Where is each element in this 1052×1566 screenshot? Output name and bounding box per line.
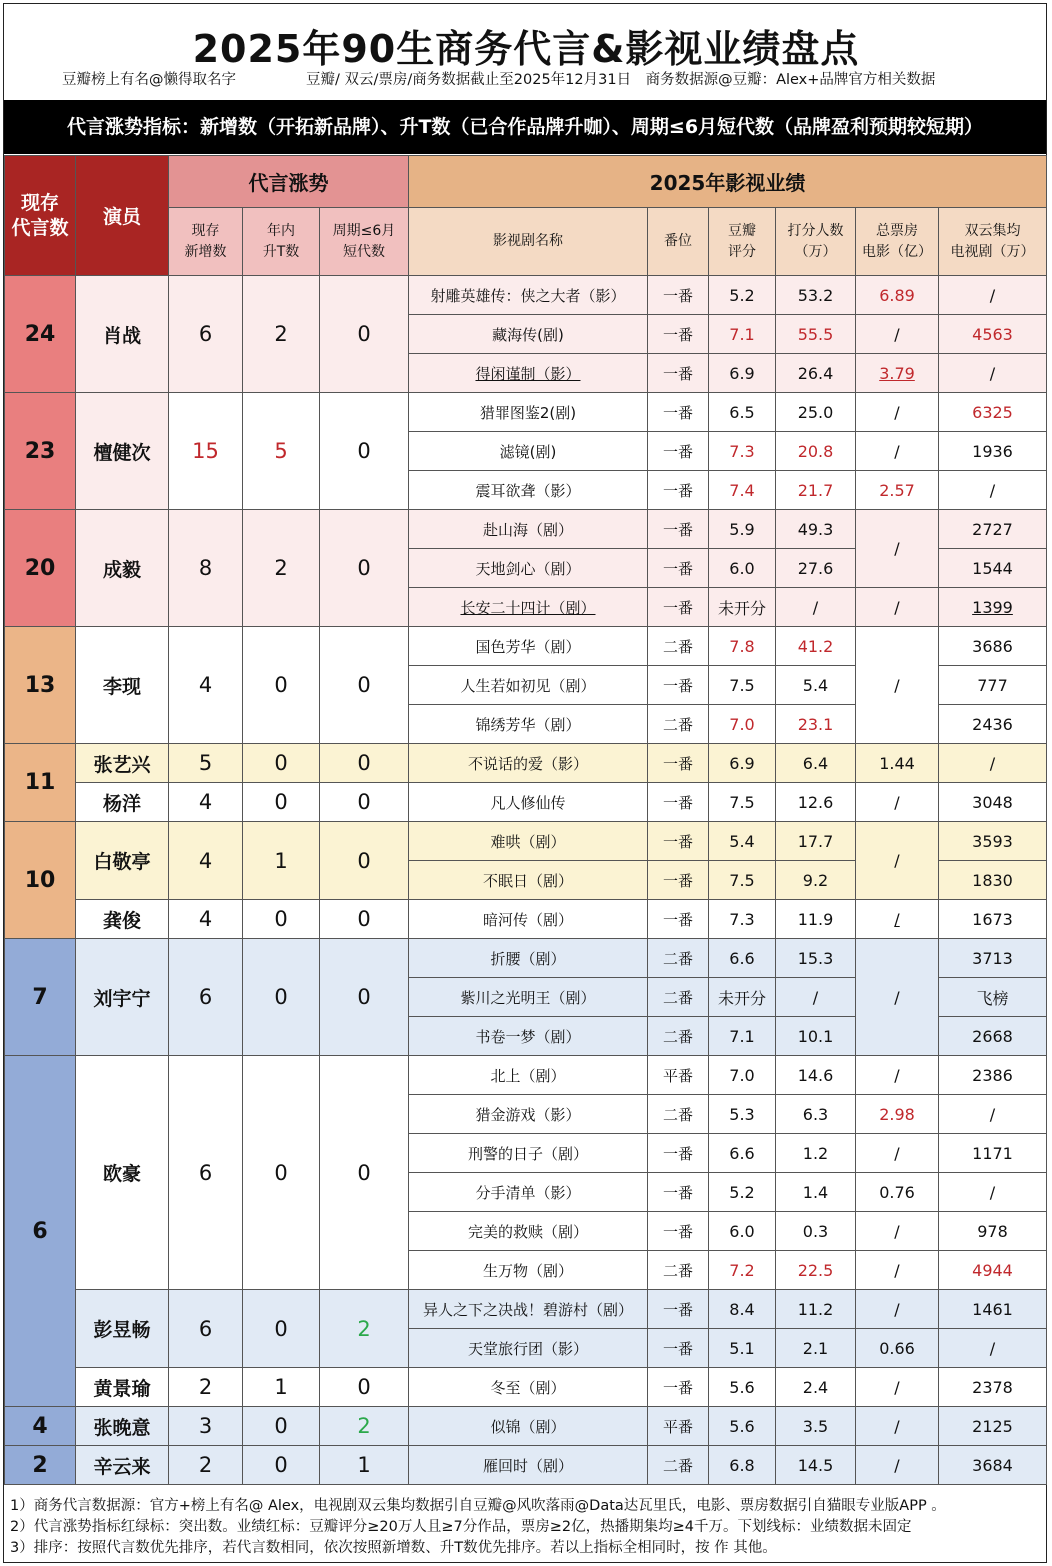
douban-score: 7.5	[709, 666, 776, 705]
endorsement-count: 13	[5, 627, 76, 744]
work-title: 天地剑心（剧）	[409, 549, 648, 588]
douban-score: 6.6	[709, 1134, 776, 1173]
douban-score: 7.4	[709, 471, 776, 510]
actor-name: 肖战	[76, 276, 169, 393]
douban-score: 6.6	[709, 939, 776, 978]
actor-name: 成毅	[76, 510, 169, 627]
raters: 2.1	[776, 1329, 856, 1368]
shuangyun: 1673	[939, 900, 1047, 939]
shuangyun: /	[939, 1173, 1047, 1212]
raters: /	[776, 588, 856, 627]
billing: 一番	[648, 393, 709, 432]
shuangyun: 3686	[939, 627, 1047, 666]
endorsement-count: 11	[5, 744, 76, 822]
shuangyun: 3048	[939, 783, 1047, 822]
raters: 11.9	[776, 900, 856, 939]
upgrade-count: 0	[243, 1290, 320, 1368]
box-office: 1.44	[856, 744, 939, 783]
shuangyun: /	[939, 276, 1047, 315]
shuangyun: 1544	[939, 549, 1047, 588]
short-count: 0	[320, 510, 409, 627]
box-office: /	[856, 1134, 939, 1173]
shuangyun: 1936	[939, 432, 1047, 471]
billing: 一番	[648, 900, 709, 939]
header-douban: 豆瓣 评分	[709, 208, 776, 276]
box-office: /	[856, 393, 939, 432]
actor-name: 檀健次	[76, 393, 169, 510]
header-count: 现存 代言数	[5, 156, 76, 276]
raters: 14.5	[776, 1446, 856, 1485]
work-title: 不眠日（剧）	[409, 861, 648, 900]
box-office: /	[856, 1368, 939, 1407]
box-office: 0.66	[856, 1329, 939, 1368]
raters: 6.3	[776, 1095, 856, 1134]
page-title: 2025年90生商务代言&影视业绩盘点	[192, 27, 860, 71]
shuangyun: 2386	[939, 1056, 1047, 1095]
billing: 一番	[648, 744, 709, 783]
billing: 一番	[648, 354, 709, 393]
box-office: /	[856, 822, 939, 900]
box-office: /	[856, 783, 939, 822]
work-title: 锦绣芳华（剧）	[409, 705, 648, 744]
douban-score: 7.3	[709, 900, 776, 939]
short-count: 0	[320, 939, 409, 1056]
douban-score: 5.2	[709, 276, 776, 315]
actor-name: 张艺兴	[76, 744, 169, 783]
new-count: 6	[169, 1290, 243, 1368]
work-title: 分手清单（影）	[409, 1173, 648, 1212]
douban-score: 7.0	[709, 1056, 776, 1095]
douban-score: 6.0	[709, 1212, 776, 1251]
actor-name: 杨洋	[76, 783, 169, 822]
box-office: 2.98	[856, 1095, 939, 1134]
header-new: 现存 新增数	[169, 208, 243, 276]
douban-score: 7.0	[709, 705, 776, 744]
raters: 5.4	[776, 666, 856, 705]
billing: 一番	[648, 1212, 709, 1251]
raters: 9.2	[776, 861, 856, 900]
work-title: 赴山海（剧）	[409, 510, 648, 549]
box-office: /	[856, 432, 939, 471]
upgrade-count: 0	[243, 1446, 320, 1485]
shuangyun: /	[939, 1329, 1047, 1368]
new-count: 6	[169, 276, 243, 393]
work-title: 震耳欲聋（影）	[409, 471, 648, 510]
subtitle-source: 豆瓣/ 双云/票房/商务数据截止至2025年12月31日 商务数据源@豆瓣：Alex+品牌官方相关数据	[306, 72, 936, 88]
upgrade-count: 2	[243, 510, 320, 627]
header-raters: 打分人数 （万）	[776, 208, 856, 276]
short-count: 0	[320, 393, 409, 510]
box-office: 0.76	[856, 1173, 939, 1212]
header-short: 周期≤6月 短代数	[320, 208, 409, 276]
douban-score: 7.5	[709, 861, 776, 900]
short-count: 0	[320, 783, 409, 822]
new-count: 4	[169, 822, 243, 900]
work-title: 冬至（剧）	[409, 1368, 648, 1407]
indicator-bar: 代言涨势指标：新增数（开拓新品牌）、升T数（已合作品牌升咖）、周期≤6月短代数（品牌盈利预期较短期）	[4, 100, 1046, 154]
upgrade-count: 0	[243, 1056, 320, 1290]
box-office: /	[856, 1056, 939, 1095]
box-office: /	[856, 1407, 939, 1446]
billing: 一番	[648, 666, 709, 705]
raters: 20.8	[776, 432, 856, 471]
shuangyun: 3593	[939, 822, 1047, 861]
endorsement-count: 20	[5, 510, 76, 627]
new-count: 5	[169, 744, 243, 783]
shuangyun: 3713	[939, 939, 1047, 978]
box-office: /	[856, 510, 939, 588]
billing: 二番	[648, 705, 709, 744]
douban-score: 5.3	[709, 1095, 776, 1134]
endorsement-count: 6	[5, 1056, 76, 1407]
data-table	[4, 155, 1047, 1485]
billing: 二番	[648, 1095, 709, 1134]
shuangyun: /	[939, 354, 1047, 393]
raters: 21.7	[776, 471, 856, 510]
header-shuangyun: 双云集均 电视剧（万）	[939, 208, 1047, 276]
work-title: 猎金游戏（影）	[409, 1095, 648, 1134]
shuangyun: 2436	[939, 705, 1047, 744]
work-title: 雁回时（剧）	[409, 1446, 648, 1485]
upgrade-count: 0	[243, 939, 320, 1056]
billing: 二番	[648, 1251, 709, 1290]
box-office: /	[856, 588, 939, 627]
shuangyun: 飞榜	[939, 978, 1047, 1017]
billing: 一番	[648, 549, 709, 588]
new-count: 15	[169, 393, 243, 510]
actor-name: 李现	[76, 627, 169, 744]
billing: 二番	[648, 1017, 709, 1056]
short-count: 2	[320, 1407, 409, 1446]
short-count: 1	[320, 1446, 409, 1485]
billing: 一番	[648, 822, 709, 861]
work-title: 紫川之光明王（剧）	[409, 978, 648, 1017]
work-title: 书卷一梦（剧）	[409, 1017, 648, 1056]
douban-score: 6.8	[709, 1446, 776, 1485]
douban-score: 5.6	[709, 1368, 776, 1407]
billing: 一番	[648, 510, 709, 549]
raters: 55.5	[776, 315, 856, 354]
shuangyun: /	[939, 744, 1047, 783]
billing: 一番	[648, 1134, 709, 1173]
new-count: 2	[169, 1446, 243, 1485]
work-title: 折腰（剧）	[409, 939, 648, 978]
raters: 22.5	[776, 1251, 856, 1290]
new-count: 6	[169, 939, 243, 1056]
work-title: 人生若如初见（剧）	[409, 666, 648, 705]
upgrade-count: 5	[243, 393, 320, 510]
new-count: 3	[169, 1407, 243, 1446]
raters: 14.6	[776, 1056, 856, 1095]
raters: 49.3	[776, 510, 856, 549]
upgrade-count: 2	[243, 276, 320, 393]
endorsement-count: 7	[5, 939, 76, 1056]
billing: 一番	[648, 1368, 709, 1407]
billing: 一番	[648, 861, 709, 900]
raters: 53.2	[776, 276, 856, 315]
shuangyun: 3684	[939, 1446, 1047, 1485]
header-trend: 代言涨势	[169, 156, 409, 208]
footnote-2: 2）代言涨势指标红绿标：突出数。业绩红标：豆瓣评分≥20万人且≥7分作品，票房≥2亿，热播期集均≥4千万。下划线标：业绩数据未固定	[10, 1519, 912, 1535]
actor-name: 黄景瑜	[76, 1368, 169, 1407]
douban-score: 6.5	[709, 393, 776, 432]
actor-name: 白敬亭	[76, 822, 169, 900]
billing: 一番	[648, 1173, 709, 1212]
endorsement-count: 10	[5, 822, 76, 939]
work-title: 完美的救赎（剧）	[409, 1212, 648, 1251]
work-title: 凡人修仙传	[409, 783, 648, 822]
douban-score: 6.9	[709, 744, 776, 783]
billing: 一番	[648, 315, 709, 354]
douban-score: 5.1	[709, 1329, 776, 1368]
header-upgrade: 年内 升T数	[243, 208, 320, 276]
work-title: 暗河传（剧）	[409, 900, 648, 939]
upgrade-count: 0	[243, 627, 320, 744]
box-office: 6.89	[856, 276, 939, 315]
douban-score: 5.2	[709, 1173, 776, 1212]
raters: 6.4	[776, 744, 856, 783]
upgrade-count: 0	[243, 744, 320, 783]
box-office: /	[856, 315, 939, 354]
short-count: 0	[320, 627, 409, 744]
raters: 3.5	[776, 1407, 856, 1446]
upgrade-count: 0	[243, 1407, 320, 1446]
raters: /	[776, 978, 856, 1017]
work-title: 射雕英雄传：侠之大者（影）	[409, 276, 648, 315]
box-office: /	[856, 627, 939, 744]
douban-score: 8.4	[709, 1290, 776, 1329]
new-count: 4	[169, 900, 243, 939]
new-count: 2	[169, 1368, 243, 1407]
short-count: 2	[320, 1290, 409, 1368]
billing: 一番	[648, 783, 709, 822]
raters: 1.4	[776, 1173, 856, 1212]
short-count: 0	[320, 900, 409, 939]
billing: 二番	[648, 627, 709, 666]
work-title: 北上（剧）	[409, 1056, 648, 1095]
subtitle-author: 豆瓣榜上有名@懒得取名字	[62, 72, 236, 88]
endorsement-count: 23	[5, 393, 76, 510]
new-count: 6	[169, 1056, 243, 1290]
actor-name: 辛云来	[76, 1446, 169, 1485]
work-title: 得闲谨制（影）	[409, 354, 648, 393]
short-count: 0	[320, 822, 409, 900]
raters: 27.6	[776, 549, 856, 588]
raters: 41.2	[776, 627, 856, 666]
billing: 一番	[648, 1290, 709, 1329]
raters: 26.4	[776, 354, 856, 393]
work-title: 异人之下之决战！碧游村（剧）	[409, 1290, 648, 1329]
upgrade-count: 1	[243, 1368, 320, 1407]
billing: 平番	[648, 1056, 709, 1095]
shuangyun: 2378	[939, 1368, 1047, 1407]
box-office: 3.79	[856, 354, 939, 393]
shuangyun: 4944	[939, 1251, 1047, 1290]
raters: 15.3	[776, 939, 856, 978]
short-count: 0	[320, 744, 409, 783]
douban-score: 6.9	[709, 354, 776, 393]
upgrade-count: 1	[243, 822, 320, 900]
shuangyun: 4563	[939, 315, 1047, 354]
new-count: 4	[169, 627, 243, 744]
short-count: 0	[320, 276, 409, 393]
douban-score: 5.4	[709, 822, 776, 861]
box-office: /	[856, 1251, 939, 1290]
shuangyun: 978	[939, 1212, 1047, 1251]
billing: 一番	[648, 1329, 709, 1368]
shuangyun: 1399	[939, 588, 1047, 627]
header-boxoffice: 总票房 电影（亿）	[856, 208, 939, 276]
raters: 11.2	[776, 1290, 856, 1329]
work-title: 滤镜(剧)	[409, 432, 648, 471]
actor-name: 龚俊	[76, 900, 169, 939]
douban-score: 7.8	[709, 627, 776, 666]
short-count: 0	[320, 1368, 409, 1407]
work-title: 似锦（剧）	[409, 1407, 648, 1446]
shuangyun: 2727	[939, 510, 1047, 549]
raters: 1.2	[776, 1134, 856, 1173]
actor-name: 张晚意	[76, 1407, 169, 1446]
header-performance: 2025年影视业绩	[409, 156, 1047, 208]
douban-score: 7.1	[709, 1017, 776, 1056]
work-title: 国色芳华（剧）	[409, 627, 648, 666]
shuangyun: 6325	[939, 393, 1047, 432]
box-office: 2.57	[856, 471, 939, 510]
raters: 0.3	[776, 1212, 856, 1251]
endorsement-count: 4	[5, 1407, 76, 1446]
douban-score: 未开分	[709, 978, 776, 1017]
header-work: 影视剧名称	[409, 208, 648, 276]
new-count: 4	[169, 783, 243, 822]
shuangyun: 777	[939, 666, 1047, 705]
shuangyun: 2668	[939, 1017, 1047, 1056]
shuangyun: 1171	[939, 1134, 1047, 1173]
new-count: 8	[169, 510, 243, 627]
shuangyun: 1830	[939, 861, 1047, 900]
actor-name: 欧豪	[76, 1056, 169, 1290]
box-office: /	[856, 1212, 939, 1251]
header-actor: 演员	[76, 156, 169, 276]
endorsement-count: 24	[5, 276, 76, 393]
raters: 23.1	[776, 705, 856, 744]
box-office: /	[856, 900, 939, 939]
billing: 平番	[648, 1407, 709, 1446]
box-office: /	[856, 1446, 939, 1485]
billing: 二番	[648, 1446, 709, 1485]
work-title: 猎罪图鉴2(剧)	[409, 393, 648, 432]
douban-score: 7.3	[709, 432, 776, 471]
work-title: 难哄（剧）	[409, 822, 648, 861]
work-title: 刑警的日子（剧）	[409, 1134, 648, 1173]
box-office: /	[856, 939, 939, 1056]
work-title: 生万物（剧）	[409, 1251, 648, 1290]
shuangyun: /	[939, 471, 1047, 510]
work-title: 不说话的爱（影）	[409, 744, 648, 783]
endorsement-count: 2	[5, 1446, 76, 1485]
shuangyun: 1461	[939, 1290, 1047, 1329]
douban-score: 6.0	[709, 549, 776, 588]
header-billing: 番位	[648, 208, 709, 276]
raters: 17.7	[776, 822, 856, 861]
raters: 25.0	[776, 393, 856, 432]
billing: 二番	[648, 978, 709, 1017]
work-title: 藏海传(剧)	[409, 315, 648, 354]
douban-score: 未开分	[709, 588, 776, 627]
shuangyun: /	[939, 1095, 1047, 1134]
work-title: 天堂旅行团（影）	[409, 1329, 648, 1368]
billing: 二番	[648, 939, 709, 978]
actor-name: 彭昱畅	[76, 1290, 169, 1368]
douban-score: 7.5	[709, 783, 776, 822]
billing: 一番	[648, 471, 709, 510]
douban-score: 7.2	[709, 1251, 776, 1290]
raters: 2.4	[776, 1368, 856, 1407]
upgrade-count: 0	[243, 783, 320, 822]
work-title: 长安二十四计（剧）	[409, 588, 648, 627]
shuangyun: 2125	[939, 1407, 1047, 1446]
billing: 一番	[648, 588, 709, 627]
douban-score: 5.9	[709, 510, 776, 549]
raters: 10.1	[776, 1017, 856, 1056]
short-count: 0	[320, 1056, 409, 1290]
upgrade-count: 0	[243, 900, 320, 939]
footnote-1: 1）商务代言数据源：官方+榜上有名@ Alex，电视剧双云集均数据引自豆瓣@风吹落雨@Data达瓦里氏，电影、票房数据引自猫眼专业版APP 。	[10, 1498, 946, 1514]
box-office: /	[856, 1290, 939, 1329]
douban-score: 5.6	[709, 1407, 776, 1446]
douban-score: 7.1	[709, 315, 776, 354]
raters: 12.6	[776, 783, 856, 822]
billing: 一番	[648, 432, 709, 471]
billing: 一番	[648, 276, 709, 315]
footnote-3: 3）排序：按照代言数优先排序，若代言数相同，依次按照新增数、升T数优先排序。若以上指标全相同时，按 作 其他。	[10, 1540, 777, 1556]
actor-name: 刘宇宁	[76, 939, 169, 1056]
